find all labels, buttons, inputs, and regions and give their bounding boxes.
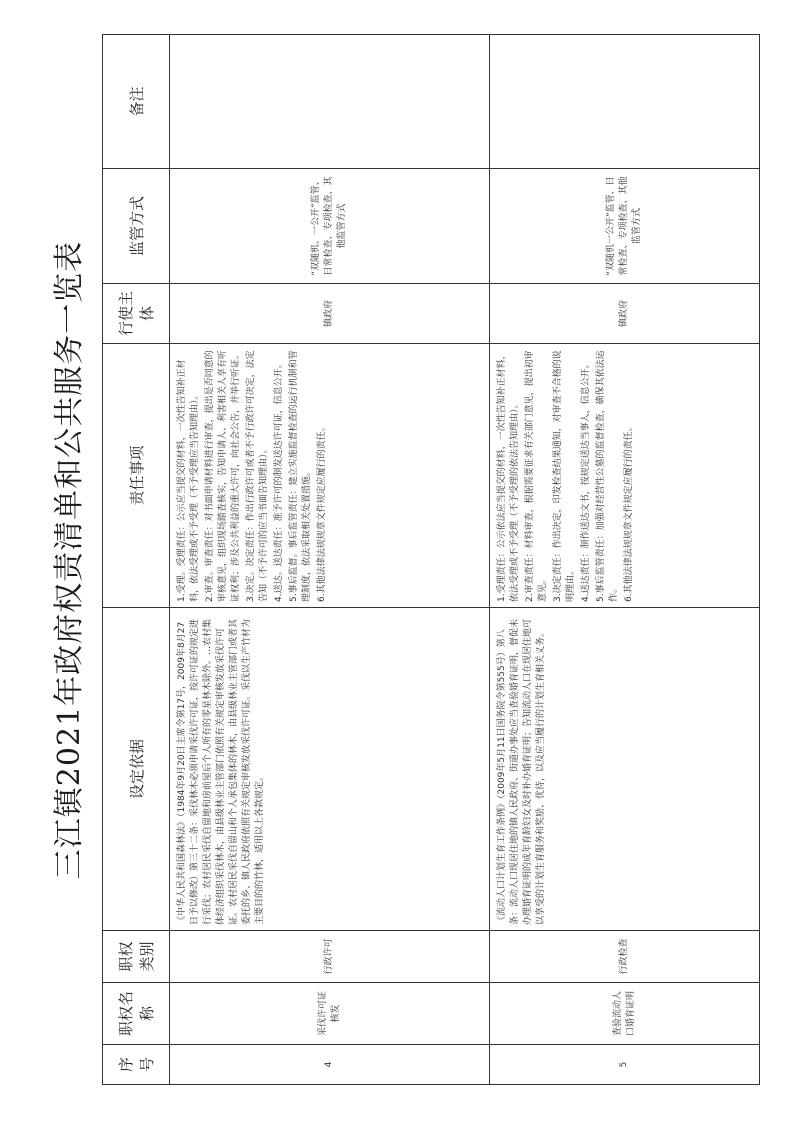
duty-item: 3.决定责任：作出决定，印发检查结果通知，对审查不合格的说明理由。 (553, 350, 576, 602)
responsibility-items (170, 344, 490, 608)
power-name: 查验流动人口婚育证明 (490, 983, 760, 1045)
power-name: 采伐许可证核发 (170, 983, 490, 1045)
duty-item: 6.其他法律法规规章文件规定应履行的责任。 (624, 422, 634, 602)
table-row (170, 35, 490, 1085)
supervision-method: “双随机一公开”监管、日常检查、专项检查、其他监管方式 (490, 169, 760, 284)
legal-basis (490, 608, 760, 931)
power-category: 行政检查 (490, 931, 760, 983)
executing-subject: 镇政府 (490, 284, 760, 344)
row-number: 4 (170, 1045, 490, 1085)
header-cell: 职权名称 (103, 983, 170, 1045)
duty-item: 1.受理。受理责任：公示应当提交的材料，一次性告知补正材料，依法受理或不予受理（不予受理应当告知理由）。 (177, 359, 200, 602)
duty-item: 4.送达责任：制作送达文书，按规定送达当事人，信息公开。 (581, 359, 591, 602)
document-title: 三江镇2021年政府权责清单和公共服务一览表 (52, 240, 87, 880)
responsibility-table (102, 34, 760, 1085)
document-page (40, 35, 790, 1085)
header-cell: 监管方式 (103, 169, 170, 284)
basis-paragraph: 《中华人民共和国森林法》（1984年9月20日主席令第17号，2009年8月27日予以修改）第三十二条：采伐林木必须申请采伐许可证，按许可证的规定进行采伐；农村居民采伐自留地和房前屋后个人所有的零星林木除外。…农村集体经济组织采伐林木，由县级林业主管部门依照有关规定审核发放采伐许可证。农村居民采伐自留山和个人承包集体的林木，由县级林业主管部门或者其委托的乡、镇人民政府依照有关规定审核发放采伐许可证。采伐以生产竹材为主要目的的竹林，适用以上各款规定。 (177, 618, 265, 925)
supervision-method: “双随机、一公开”监管、日常检查、专项检查、其他监管方式 (170, 169, 490, 284)
duty-item: 5.事后监管责任：加强对经营性公墓的监督检查，确保其依法运作。 (596, 350, 619, 602)
executing-subject: 镇政府 (170, 284, 490, 344)
duty-item: 2.审查。审查责任：对书面申请材料进行审查，提出是否同意的审核意见，组织现场踏查核实，告知申请人、利害相关人享有听证权利；涉及公共利益的重大许可，向社会公告，并举行听证。 (205, 349, 241, 602)
remark (170, 35, 490, 169)
header-cell: 序号 (103, 1045, 170, 1085)
duty-item: 5.事后监督。事后监管责任：建立实施监督检查的运行机制和管理制度，依法采取相关处置措施。 (289, 350, 312, 602)
duty-item: 1.受理责任：公示依法应当提交的材料，一次性告知补正材料，依法受理或不予受理（不予受理的依法告知理由）。 (497, 350, 520, 602)
header-cell: 职权类别 (103, 931, 170, 983)
duty-item: 6.其他法律法规规章文件规定应履行的责任。 (317, 422, 327, 602)
basis-paragraph: 《流动人口计划生育工作条例》（2009年5月11日国务院令第555号）第八条：流动人口现居住地的镇人民政府、街道办事处应当查验婚育证明，督促未办理婚育证明的成年育龄妇女及时补办婚育证明；告知流动人口在现居住地可以享受的计划生育服务和奖励、优待，以及应当履行的计划生育相关义务。 (497, 618, 546, 925)
responsibility-items (490, 344, 760, 608)
header-cell: 设定依据 (103, 608, 170, 931)
duty-item: 2.审查责任：材料审查，根据需要征求有关部门意见，提出初审意见。 (525, 350, 548, 602)
power-category: 行政许可 (170, 931, 490, 983)
row-number: 5 (490, 1045, 760, 1085)
header-cell: 责任事项 (103, 344, 170, 608)
header-cell: 行使主体 (103, 284, 170, 344)
legal-basis (170, 608, 490, 931)
table-header-row (103, 35, 170, 1085)
duty-item: 3.决定。决定责任：作出行政许可或者不予行政许可决定，法定告知（不予许可的应当书面告知理由）。 (246, 350, 269, 602)
table-row (490, 35, 760, 1085)
header-cell: 备注 (103, 35, 170, 169)
duty-item: 4.送达。送达责任：准予许可的制发送达许可证，信息公开。 (274, 359, 284, 602)
remark (490, 35, 760, 169)
